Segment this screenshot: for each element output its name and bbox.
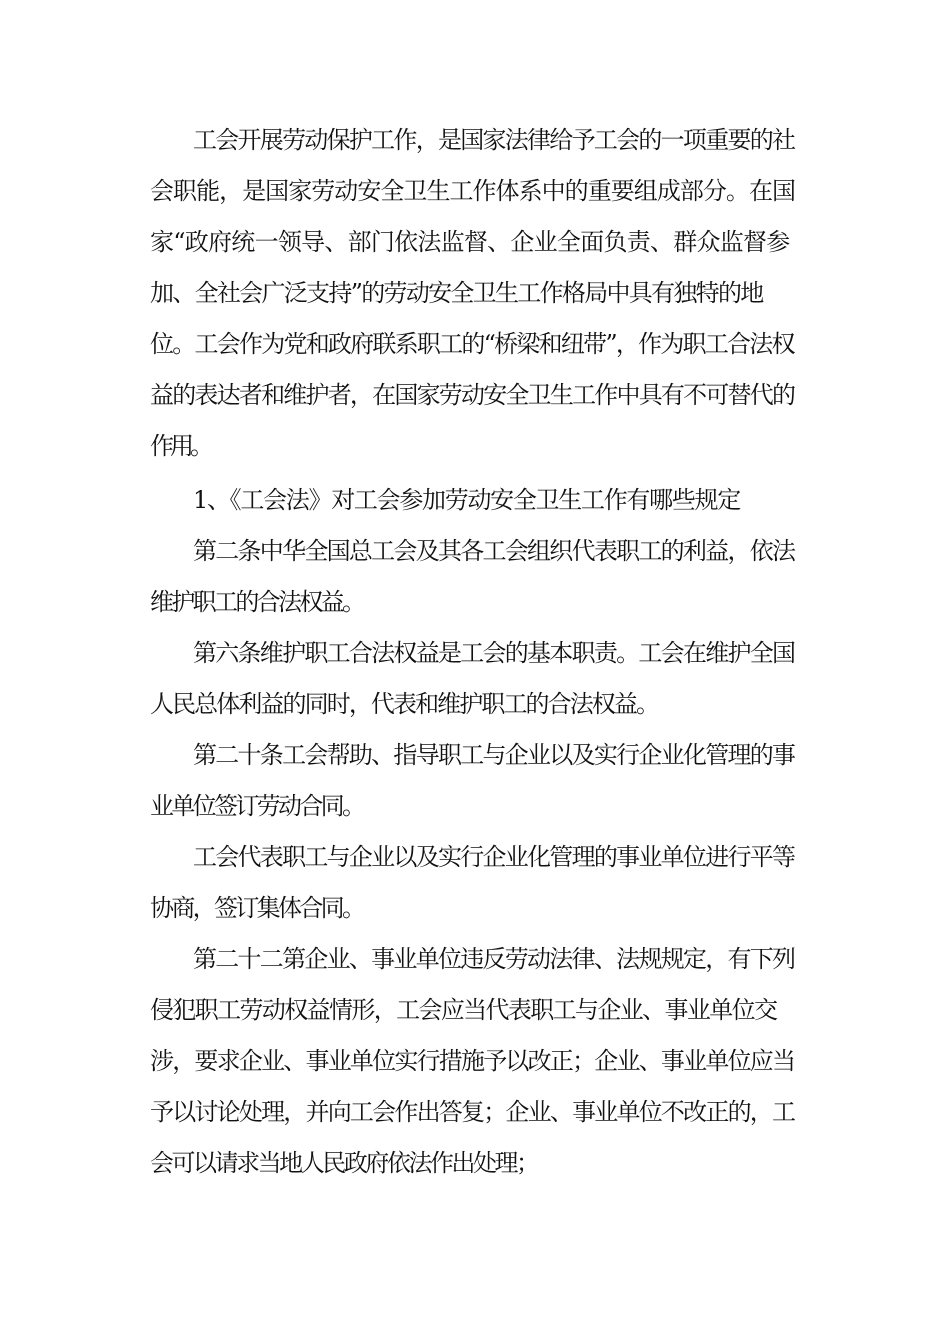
text-line: 会可以请求当地人民政府依法作出处理； — [150, 1149, 538, 1177]
section-heading: 1、《工会法》对工会参加劳动安全卫生工作有哪些规定 — [193, 486, 740, 514]
text-line: 协商，签订集体合同。 — [150, 894, 364, 922]
text-line: 会职能，是国家劳动安全卫生工作体系中的重要组成部分。在国 — [150, 177, 796, 205]
text-line: 侵犯职工劳动权益情形，工会应当代表职工与企业、事业单位交 — [150, 996, 777, 1024]
text-line: 业单位签订劳动合同。 — [150, 792, 364, 820]
text-line: 工会代表职工与企业以及实行企业化管理的事业单位进行平等 — [193, 843, 795, 871]
text-line: 维护职工的合法权益。 — [150, 588, 364, 616]
text-line: 作用。 — [150, 432, 210, 460]
text-line: 第二十二第企业、事业单位违反劳动法律、法规规定，有下列 — [193, 945, 795, 973]
text-line: 第二十条工会帮助、指导职工与企业以及实行企业化管理的事 — [193, 741, 795, 769]
text-line: 益的表达者和维护者，在国家劳动安全卫生工作中具有不可替代的 — [150, 381, 795, 409]
text-line: 涉，要求企业、事业单位实行措施予以改正；企业、事业单位应当 — [150, 1047, 795, 1075]
text-line: 工会开展劳动保护工作，是国家法律给予工会的一项重要的社 — [193, 126, 795, 154]
text-line: 第六条维护职工合法权益是工会的基本职责。工会在维护全国 — [193, 639, 795, 667]
text-line: 家“政府统一领导、部门依法监督、企业全面负责、群众监督参 — [150, 228, 790, 256]
text-line: 加、全社会广泛支持”的劳动安全卫生工作格局中具有独特的地 — [150, 279, 763, 307]
text-line: 第二条中华全国总工会及其各工会组织代表职工的利益，依法 — [193, 537, 795, 565]
text-line: 人民总体利益的同时，代表和维护职工的合法权益。 — [150, 690, 659, 718]
text-line: 位。工会作为党和政府联系职工的“桥梁和纽带”，作为职工合法权 — [150, 330, 794, 358]
text-line: 予以讨论处理，并向工会作出答复；企业、事业单位不改正的，工 — [150, 1098, 795, 1126]
